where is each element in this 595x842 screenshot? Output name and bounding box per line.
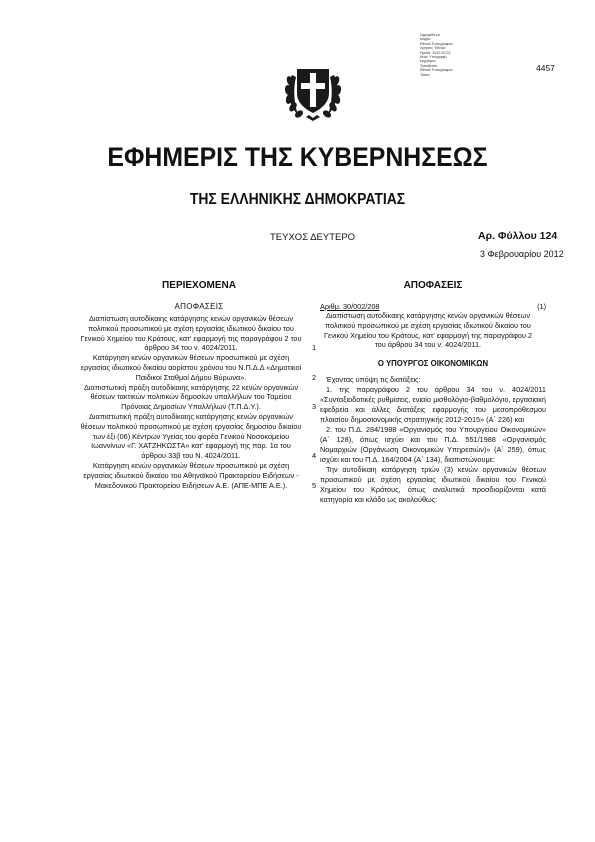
toc-entry-text: Διαπιστωτική πράξη αυτοδίκαιης κατάργησης κενών οργανικών θέσεων πολιτικού προσωπικού με σχέση εργασίας δημοσίου δικαίου των έξι (06) Κέντρων Υγείας του φορέα Γενικού Νοσοκομείου Ιωαννίνων «Γ. ΧΑΤΖΗΚΩΣΤΑ» κατ' εφαρμογή της παρ. 1α του άρθρου 33β του Ν. 4024/2011. <box>80 411 302 461</box>
stamp-line: Τόπος <box>420 72 430 77</box>
issue-date: 3 Φεβρουαρίου 2012 <box>480 249 564 259</box>
stamp-line: εγγράφου <box>420 59 436 64</box>
toc-entry[interactable] <box>80 353 318 382</box>
toc-entry[interactable] <box>80 383 318 412</box>
toc-entry-text: Διαπιστωτική πράξη αυτοδίκαιης κατάργησης 22 κενών οργανικών θέσεων τακτικών πολιτικών δημοσίων υπαλλήλων του Ταμείου Πρόνοιας Δημοσίων Υπαλλήλων (Τ.Π.Δ.Υ.). <box>83 382 299 412</box>
toc-entry-page: 3 <box>311 402 316 412</box>
decision-subject: Διαπίστωση αυτοδίκαιης κατάργησης κενών οργανικών θέσεων πολιτικού προσωπικού με σχέση εργασίας ιδιωτικού δικαίου του Γενικού Χημείου του Κράτους, κατ' εφαρμογή της παραγράφου 2 του άρθρου 34 του ν. 4024/2011. <box>323 311 533 350</box>
stamp-line: Εθνικό Τυπογραφείο <box>420 68 453 73</box>
sheet-number: Αρ. Φύλλου 124 <box>478 230 558 242</box>
decision-paragraph: Την αυτοδίκαιη κατάργηση τριών (3) κενών οργανικών θέσεων προσωπικού με σχέση εργασίας ιδιωτικού δικαίου του Γενικού Χημείου του Κράτους, όπως αναλυτικά προσδιορίζονται κατά κατηγορία και κλάδο ως ακολούθως: <box>320 464 546 504</box>
stamp-line: Σφραγίδα με <box>420 33 441 37</box>
coat-of-arms-icon <box>284 57 342 123</box>
toc-entry-page: 1 <box>311 343 316 353</box>
digital-signature-stamp <box>420 33 498 77</box>
toc-entry-page: 5 <box>311 480 316 490</box>
stamp-line: Ημ/νία: 2012.02.03 <box>420 50 451 55</box>
issue-label: ΤΕΥΧΟΣ ΔΕΥΤΕΡΟ <box>270 232 356 243</box>
toc-entry-page: 4 <box>311 451 316 461</box>
toc-entry-text: Κατάργηση κενών οργανικών θέσεων προσωπικού με σχέση εργασίας ιδιωτικού δικαίου του Αθηναϊκού Πρακτορείου Ειδήσεων - Μακεδονικού Πρακτορείου Ειδήσεων Α.Ε. (ΑΠΕ-ΜΠΕ Α.Ε.). <box>83 460 299 490</box>
contents-subheading: ΑΠΟΦΑΣΕΙΣ <box>174 302 224 311</box>
stamp-line: Χρήσεις: Εθνικό <box>420 46 446 51</box>
minister-heading: Ο ΥΠΟΥΡΓΟΣ ΟΙΚΟΝΟΜΙΚΩΝ <box>377 358 489 368</box>
decision-paragraph: 2. του Π.Δ. 284/1988 «Οργανισμός του Υπουργείου Οικονομικών» (Α΄ 128), όπως ισχύει και του Π.Δ. 551/1988 «Οργανισμός Νομαρχιών (Οργάνωση Οικονομικών Υπηρεσιών)» (Α΄ 259), όπως ισχύει και του Π.Δ. 164/2004 (Α΄ 134), διαπιστώνουμε: <box>320 424 546 464</box>
toc-entry-page: 2 <box>311 372 316 382</box>
decisions-heading: ΑΠΟΦΑΣΕΙΣ <box>403 280 463 291</box>
decision-ref-number: Αριθμ. 30/002/208 <box>320 302 380 311</box>
toc-entry[interactable] <box>80 461 318 490</box>
decision-reference <box>320 302 546 311</box>
decision-paragraph: Έχοντας υπόψη τις διατάξεις: <box>326 374 421 384</box>
decision-paragraph: 1. της παραγράφου 2 του άρθρου 34 του ν. 4024/2011 «Συνταξιοδοτικές ρυθμίσεις, ενιαίο μισθολόγιο-βαθμολόγιο, εργασιακή εφεδρεία και άλλες διατάξεις εφαρμογής του μεσοπρόθεσμου πλαισίου δημοσιονομικής στρατηγικής 2012-2015» (Α΄ 226) και <box>320 384 546 424</box>
page-number: 4457 <box>536 63 555 73</box>
toc-entry-text: Κατάργηση κενών οργανικών θέσεων προσωπικού με σχέση εργασίας ιδιωτικού δικαίου αορίστου χρόνου του Ν.Π.Δ.Δ «Δημοτικοί Παιδικοί Σταθμοί Δήμου Βύρωνα». <box>80 353 302 382</box>
toc-entry-text: Διαπίστωση αυτοδίκαιης κατάργησης κενών οργανικών θέσεων πολιτικού προσωπικού με σχέση εργασίας ιδιωτικού δικαίου του Γενικού Χημείου του Κράτους, κατ' εφαρμογή της παραγράφου 2 του άρθρου 34 του ν. 4024/2011. <box>80 314 302 353</box>
stamp-line: Εθνικό Τυπογραφείο <box>420 41 453 46</box>
toc-entry[interactable] <box>80 412 318 461</box>
contents-column <box>80 280 318 490</box>
gazette-subtitle: ΤΗΣ ΕΛΛΗΝΙΚΗΣ ΔΗΜΟΚΡΑΤΙΑΣ <box>189 191 406 208</box>
stamp-line: Τοποθεσία: <box>420 63 438 68</box>
contents-heading: ΠΕΡΙΕΧΟΜΕΝΑ <box>162 280 236 291</box>
stamp-line: Αιτία: Υπογραφή <box>420 55 447 60</box>
gazette-title: ΕΦΗΜΕΡΙΣ ΤΗΣ ΚΥΒΕΡΝΗΣΕΩΣ <box>107 142 488 172</box>
decisions-column <box>320 280 546 505</box>
stamp-line: κόμβο: <box>420 37 431 42</box>
decision-ref-index: (1) <box>537 302 546 311</box>
toc-entry[interactable] <box>80 314 318 353</box>
